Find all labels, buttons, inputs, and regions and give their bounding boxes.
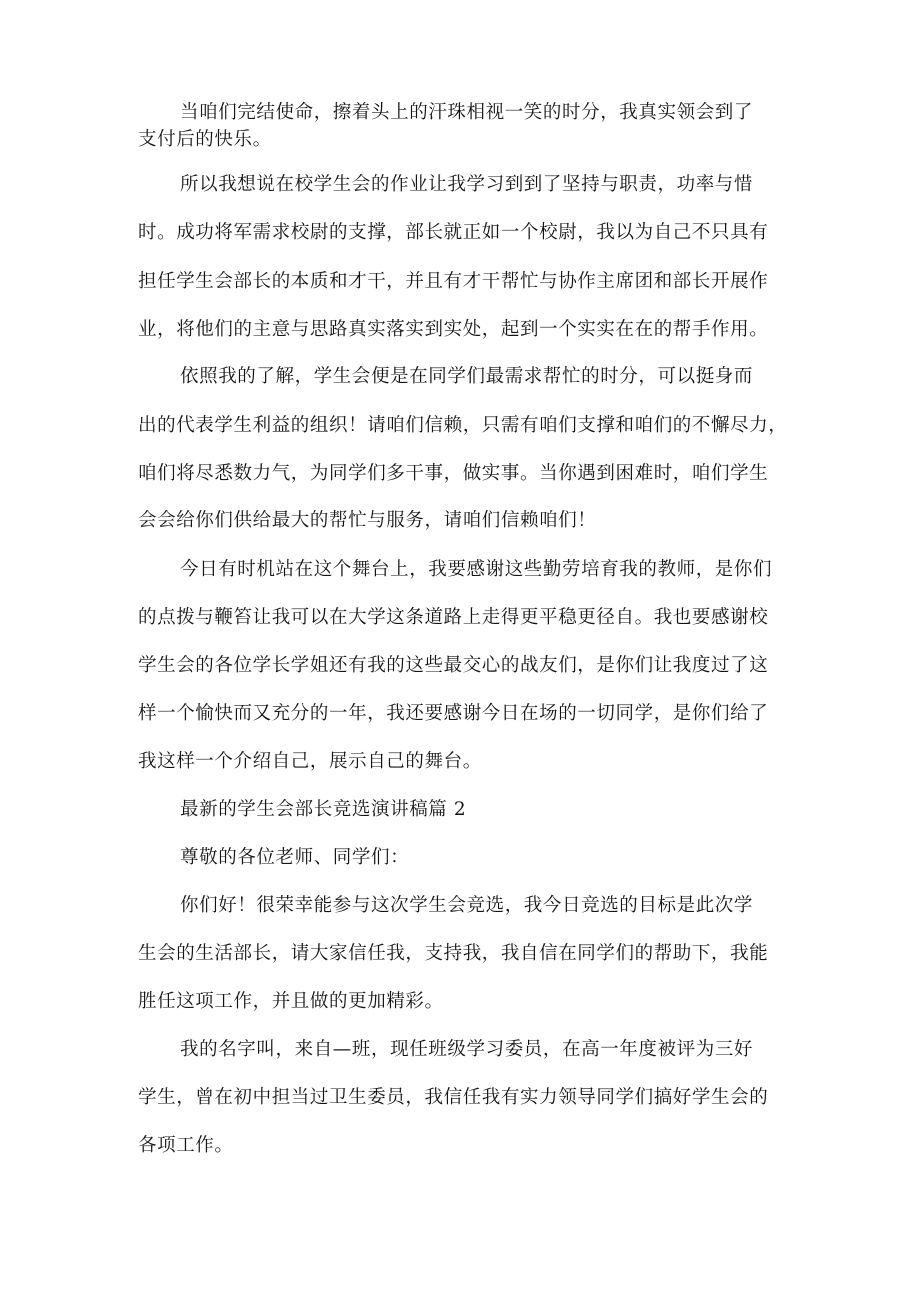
text-line: 所以我想说在校学生会的作业让我学习到到了坚持与职责，功率与惜 xyxy=(180,174,754,195)
text-line: 依照我的了解，学生会便是在同学们最需求帮忙的时分，可以挺身而 xyxy=(180,366,754,387)
text-line: 学生，曾在初中担当过卫生委员，我信任我有实力领导同学们搞好学生会的 xyxy=(138,1087,769,1108)
text-line: 我的名字叫，来自—班，现任班级学习委员，在高一年度被评为三好 xyxy=(180,1039,754,1060)
text-line: 担任学生会部长的本质和才干，并且有才干帮忙与协作主席团和部长开展作 xyxy=(138,271,769,292)
text-line: 学生会的各位学长学姐还有我的这些最交心的战友们，是你们让我度过了这 xyxy=(138,655,769,676)
text-line: 支付后的快乐。 xyxy=(138,129,272,150)
text-line: 今日有时机站在这个舞台上，我要感谢这些勤劳培育我的教师，是你们 xyxy=(180,559,773,580)
text-line: 会会给你们供给最大的帮忙与服务，请咱们信赖咱们！ xyxy=(138,510,597,531)
text-line: 各项工作。 xyxy=(138,1135,234,1156)
text-line: 样一个愉快而又充分的一年，我还要感谢今日在场的一切同学，是你们给了 xyxy=(138,703,769,724)
text-line: 我这样一个介绍自己，展示自己的舞台。 xyxy=(138,751,482,772)
salutation: 尊敬的各位老师、同学们： xyxy=(180,847,410,868)
text-line: 胜任这项工作，并且做的更加精彩。 xyxy=(138,991,444,1012)
text-line: 时。成功将军需求校尉的支撑，部长就正如一个校尉，我以为自己不只具有 xyxy=(138,222,769,243)
text-line: 业，将他们的主意与思路真实落实到实处，起到一个实实在在的帮手作用。 xyxy=(138,319,769,340)
section-heading: 最新的学生会部长竞选演讲稿篇 2 xyxy=(180,799,467,820)
text-line: 咱们将尽悉数力气，为同学们多干事，做实事。当你遇到困难时，咱们学生 xyxy=(138,463,769,484)
text-line: 出的代表学生利益的组织！请咱们信赖，只需有咱们支撑和咱们的不懈尽力， xyxy=(138,415,788,436)
text-line: 生会的生活部长，请大家信任我，支持我，我自信在同学们的帮助下，我能 xyxy=(138,943,769,964)
text-line: 的点拨与鞭笞让我可以在大学这条道路上走得更平稳更径自。我也要感谢校 xyxy=(138,607,769,628)
text-line: 当咱们完结使命，擦着头上的汗珠相视一笑的时分，我真实领会到了 xyxy=(180,102,754,123)
text-line: 你们好！很荣幸能参与这次学生会竞选，我今日竞选的目标是此次学 xyxy=(180,895,754,916)
